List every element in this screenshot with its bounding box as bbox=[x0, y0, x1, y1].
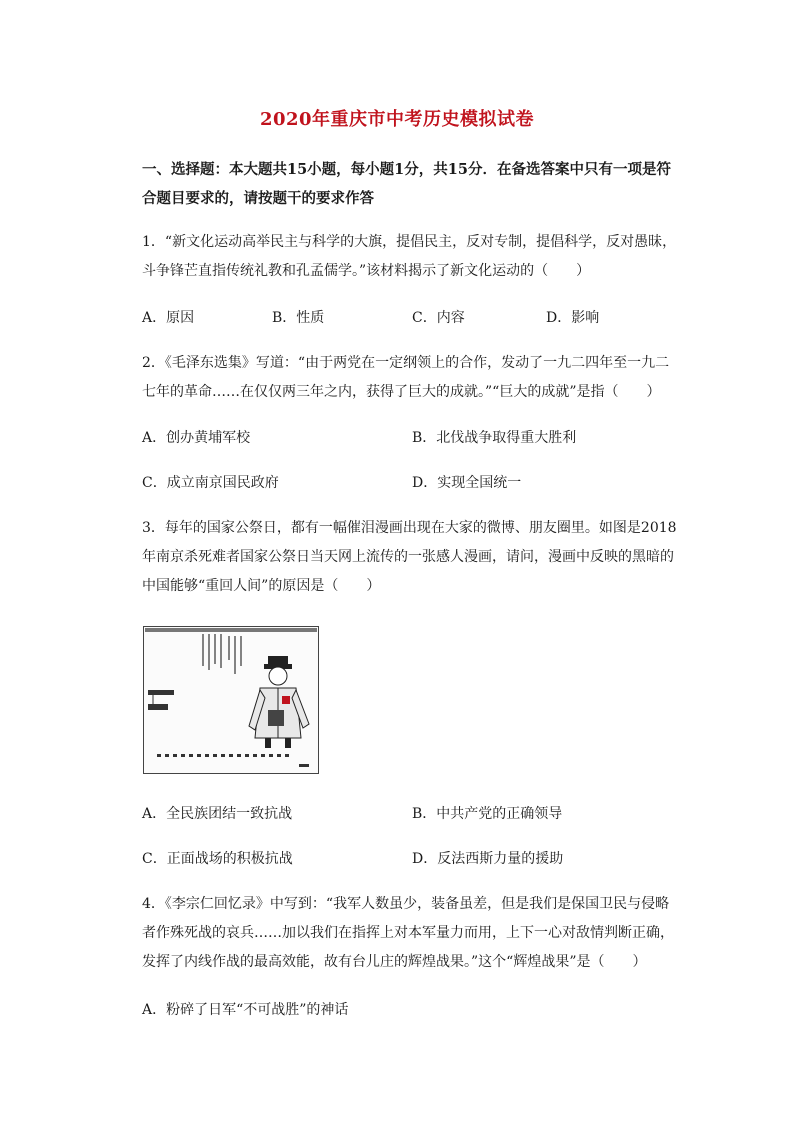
question-2-text bbox=[142, 349, 682, 407]
question-number: 4． bbox=[142, 896, 165, 912]
question-4-text bbox=[142, 890, 682, 977]
section-heading: 一、选择题：本大题共15小题，每小题1分，共15分．在备选答案中只有一项是符合题目要求的，请按题干的要求作答 bbox=[142, 161, 671, 207]
option-d: D．实现全国统一 bbox=[412, 475, 522, 491]
option-a: A．创办黄埔军校 bbox=[142, 430, 251, 446]
question-stem: 每年的国家公祭日，都有一幅催泪漫画出现在大家的微博、朋友圈里。如图是2018年南京杀死难者国家公祭日当天网上流传的一张感人漫画，请问，漫画中反映的黑暗的中国能够“重回人间”的原因是（ ） bbox=[142, 520, 677, 594]
option-c: C．正面战场的积极抗战 bbox=[142, 851, 293, 867]
option-a: A．原因 bbox=[142, 310, 195, 326]
question-stem: 《李宗仁回忆录》中写到：“我军人数虽少，装备虽差，但是我们是保国卫民与侵略者作殊死战的哀兵……加以我们在指挥上对本军量力而用，上下一心对敌情判断正确，发挥了内线作战的最高效能，故有台儿庄的辉煌战果。”这个“辉煌战果”是（ ） bbox=[142, 896, 674, 970]
question-number: 3． bbox=[142, 520, 165, 536]
question-3-text bbox=[142, 514, 682, 601]
question-stem: 《毛泽东选集》写道：“由于两党在一定纲领上的合作，发动了一九二四年至一九二七年的革命……在仅仅两三年之内，获得了巨大的成就。”“巨大的成就”是指（ ） bbox=[142, 355, 670, 400]
option-c: C．内容 bbox=[412, 310, 465, 326]
question-number: 1． bbox=[142, 234, 165, 250]
option-c: C．成立南京国民政府 bbox=[142, 475, 279, 491]
option-d: D．反法西斯力量的援助 bbox=[412, 851, 564, 867]
option-b: B．中共产党的正确领导 bbox=[412, 806, 563, 822]
page-title: 2020年重庆市中考历史模拟试卷 bbox=[259, 109, 535, 130]
option-a: A．全民族团结一致抗战 bbox=[142, 806, 293, 822]
option-b: B．北伐战争取得重大胜利 bbox=[412, 430, 577, 446]
cartoon-figure bbox=[143, 626, 319, 774]
question-1-text bbox=[142, 228, 682, 286]
question-number: 2． bbox=[142, 355, 165, 371]
question-stem: “新文化运动高举民主与科学的大旗，提倡民主，反对专制，提倡科学，反对愚昧，斗争锋芒直指传统礼教和孔孟儒学。”该材料揭示了新文化运动的（ ） bbox=[142, 234, 677, 279]
option-b: B．性质 bbox=[272, 310, 325, 326]
option-d: D．影响 bbox=[546, 310, 600, 326]
option-a: A．粉碎了日军“不可战胜”的神话 bbox=[142, 1002, 349, 1018]
